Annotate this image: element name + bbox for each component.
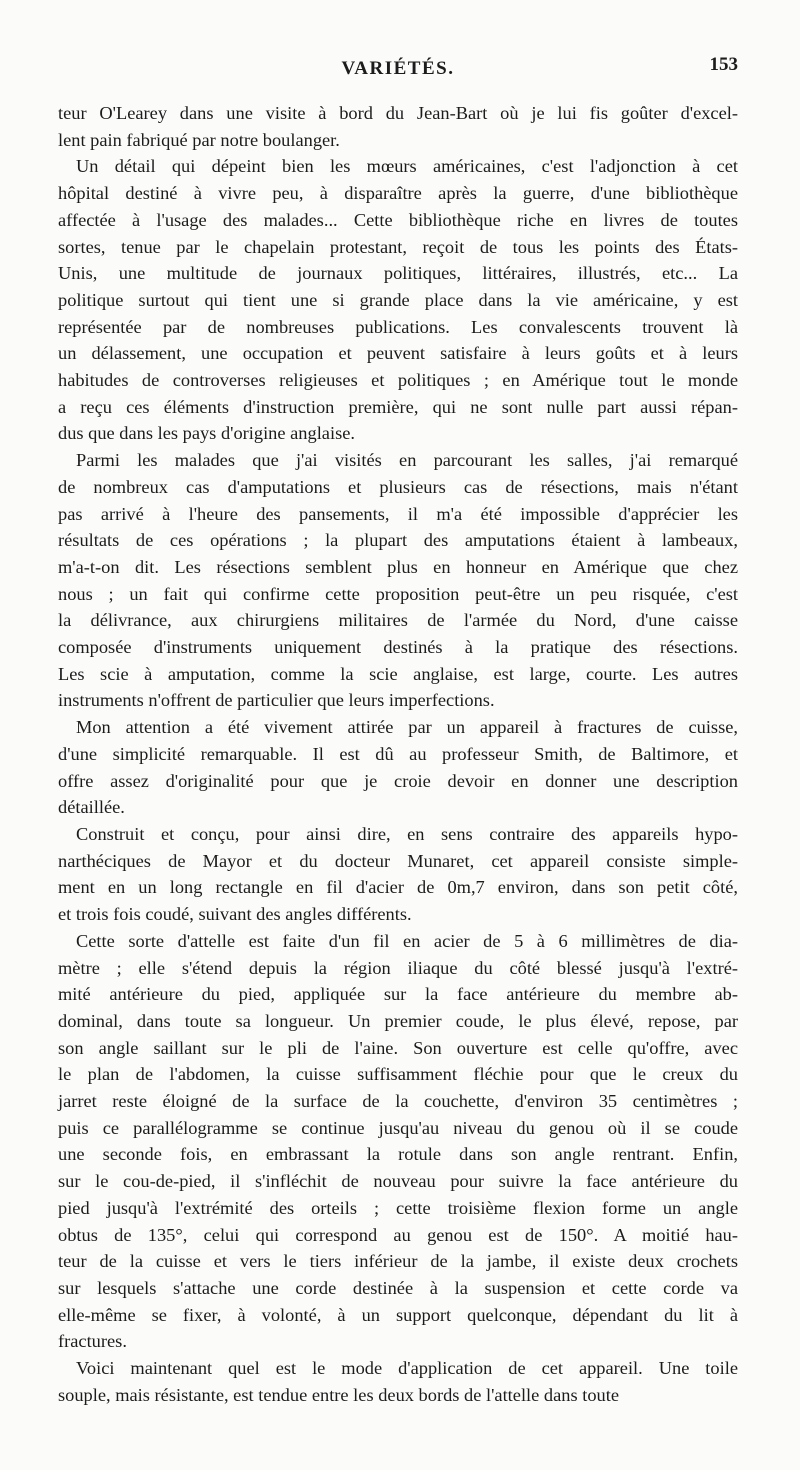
text-line: Les scie à amputation, comme la scie anglaise, est large, courte. Les autres: [58, 663, 738, 684]
text-line: mité antérieure du pied, appliquée sur la face antérieure du membre ab-: [58, 984, 738, 1005]
text-line: Un détail qui dépeint bien les mœurs américaines, c'est l'adjonction à cet: [76, 156, 738, 177]
text-line: composée d'instruments uniquement destinés à la pratique des résections.: [58, 637, 738, 658]
text-line: la délivrance, aux chirurgiens militaires de l'armée du Nord, d'une caisse: [58, 610, 738, 631]
text-line: elle-même se fixer, à volonté, à un support quelconque, dépendant du lit à: [58, 1304, 738, 1325]
text-line: mètre ; elle s'étend depuis la région iliaque du côté blessé jusqu'à l'extré-: [58, 957, 738, 978]
text-line: souple, mais résistante, est tendue entre les deux bords de l'attelle dans toute: [58, 1384, 620, 1405]
text-line: Cette sorte d'attelle est faite d'un fil en acier de 5 à 6 millimètres de dia-: [76, 930, 738, 951]
text-line: sur lesquels s'attache une corde destinée à la suspension et cette corde va: [58, 1277, 738, 1298]
text-line: lent pain fabriqué par notre boulanger.: [58, 129, 340, 150]
text-line: dominal, dans toute sa longueur. Un premier coude, le plus élevé, repose, par: [58, 1010, 738, 1031]
text-line: représentée par de nombreuses publications. Les convalescents trouvent là: [58, 316, 738, 337]
text-line: le plan de l'abdomen, la cuisse suffisamment fléchie pour que le creux du: [58, 1064, 738, 1085]
text-line: teur de la cuisse et vers le tiers inférieur de la jambe, il existe deux crochets: [58, 1251, 738, 1272]
text-line: d'une simplicité remarquable. Il est dû au professeur Smith, de Baltimore, et: [58, 743, 738, 764]
text-line: Unis, une multitude de journaux politiques, littéraires, illustrés, etc... La: [58, 263, 738, 284]
text-line: ment en un long rectangle en fil d'acier de 0m,7 environ, dans son petit côté,: [58, 877, 738, 898]
text-line: Construit et conçu, pour ainsi dire, en sens contraire des appareils hypo-: [76, 823, 738, 844]
text-line: résultats de ces opérations ; la plupart des amputations étaient à lambeaux,: [58, 530, 738, 551]
paragraph: [58, 928, 738, 1355]
text-line: a reçu ces éléments d'instruction première, qui ne sont nulle part aussi répan-: [58, 396, 738, 417]
text-line: un délassement, une occupation et peuvent satisfaire à leurs goûts et à leurs: [58, 343, 738, 364]
text-line: nous ; un fait qui confirme cette proposition peut-être un peu risquée, c'est: [58, 583, 738, 604]
text-line: Voici maintenant quel est le mode d'application de cet appareil. Une toile: [76, 1358, 738, 1379]
paragraph: [58, 1355, 738, 1408]
text-line: dus que dans les pays d'origine anglaise.: [58, 423, 355, 444]
text-line: sur le cou-de-pied, il s'infléchit de nouveau pour suivre la face antérieure du: [58, 1171, 738, 1192]
text-line: habitudes de controverses religieuses et politiques ; en Amérique tout le monde: [58, 370, 738, 391]
text-line: jarret reste éloigné de la surface de la couchette, d'environ 35 centimètres ;: [58, 1091, 738, 1112]
running-title: VARIÉTÉS.: [341, 58, 455, 79]
text-line: pas arrivé à l'heure des pansements, il m'a été impossible d'apprécier les: [58, 503, 738, 524]
paragraph: [58, 714, 738, 821]
page-header: [58, 54, 738, 92]
text-line: hôpital destiné à vivre peu, à disparaître après la guerre, d'une bibliothèque: [58, 183, 738, 204]
paragraph: [58, 447, 738, 714]
paragraph: [58, 100, 738, 153]
text-line: fractures.: [58, 1331, 127, 1352]
text-line: politique surtout qui tient une si grande place dans la vie américaine, y est: [58, 289, 738, 310]
paragraph: [58, 153, 738, 447]
text-line: teur O'Learey dans une visite à bord du Jean-Bart où je lui fis goûter d'excel-: [58, 103, 738, 123]
text-line: et trois fois coudé, suivant des angles différents.: [58, 904, 412, 925]
text-line: une seconde fois, en embrassant la rotule dans son angle rentrant. Enfin,: [58, 1144, 738, 1165]
body-text: [58, 100, 738, 1408]
text-line: Parmi les malades que j'ai visités en parcourant les salles, j'ai remarqué: [76, 450, 738, 471]
text-line: Mon attention a été vivement attirée par un appareil à fractures de cuisse,: [76, 717, 738, 738]
text-line: offre assez d'originalité pour que je croie devoir en donner une description: [58, 770, 738, 791]
text-line: sortes, tenue par le chapelain protestant, reçoit de tous les points des États-: [58, 236, 738, 257]
text-line: affectée à l'usage des malades... Cette bibliothèque riche en livres de toutes: [58, 209, 738, 230]
text-line: puis ce parallélogramme se continue jusqu'au niveau du genou où il se coude: [58, 1117, 738, 1138]
text-line: m'a-t-on dit. Les résections semblent plus en honneur en Amérique que chez: [58, 556, 738, 577]
page-number: 153: [709, 54, 738, 75]
text-line: obtus de 135°, celui qui correspond au genou est de 150°. A moitié hau-: [58, 1224, 738, 1245]
text-line: détaillée.: [58, 797, 125, 818]
text-line: instruments n'offrent de particulier que leurs imperfections.: [58, 690, 495, 711]
text-line: pied jusqu'à l'extrémité des orteils ; cette troisième flexion forme un angle: [58, 1197, 738, 1218]
text-line: de nombreux cas d'amputations et plusieurs cas de résections, mais n'étant: [58, 476, 738, 497]
text-line: narthéciques de Mayor et du docteur Munaret, cet appareil consiste simple-: [58, 850, 738, 871]
paragraph: [58, 821, 738, 928]
text-line: son angle saillant sur le pli de l'aine. Son ouverture est celle qu'offre, avec: [58, 1037, 738, 1058]
